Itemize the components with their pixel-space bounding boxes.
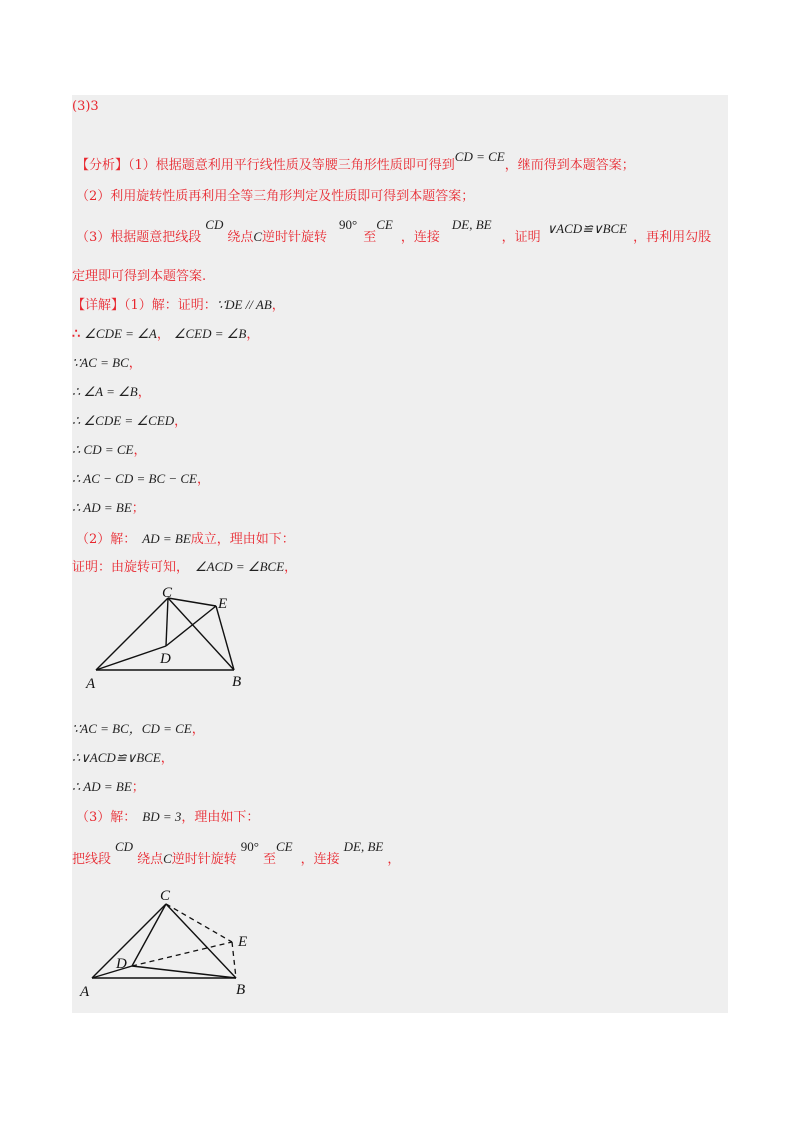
detail-line-3 — [72, 354, 142, 373]
detail-l3-math: ∵AC = BC — [72, 355, 129, 370]
detail-l6-math: ∴ CD = CE — [72, 442, 134, 457]
analysis-line-1 — [76, 149, 635, 175]
detail-l2-math-1: ∠CDE = ∠A — [84, 326, 157, 341]
fig1-label-b: B — [232, 674, 242, 690]
detail-p2-tail: 成立，理由如下： — [190, 532, 295, 547]
analysis-line-4 — [72, 268, 206, 286]
detail-r-text-c: 逆时针旋转 — [171, 852, 237, 867]
detail-line-q2 — [72, 749, 174, 768]
detail-r-text-e: ，连接 — [300, 852, 340, 867]
detail-part-2-proof — [72, 558, 297, 577]
detail-line-7 — [72, 470, 210, 489]
detail-p3-math: BD = 3 — [142, 809, 182, 824]
detail-p2-text: （2）解： — [76, 532, 137, 547]
detail-line-1 — [72, 296, 285, 315]
fig1-segment-de — [166, 606, 216, 646]
detail-line-6 — [72, 441, 146, 460]
detail-q1-comma: ， — [191, 722, 205, 737]
fig1-label-e: E — [218, 596, 228, 612]
detail-line-5 — [72, 412, 187, 431]
analysis-p3-text-d: 至 — [363, 230, 377, 245]
analysis-tag: 【分析】 — [76, 158, 129, 173]
fig1-segment-ad — [96, 646, 166, 670]
detail-r-text-b: 绕点 — [137, 852, 164, 867]
detail-l2-comma-1: ， — [156, 327, 170, 342]
detail-line-q1 — [72, 720, 205, 739]
detail-r-text-f: ， — [387, 852, 401, 867]
analysis-p3-ce: CE — [376, 217, 393, 232]
detail-l5-comma: ， — [174, 414, 188, 429]
detail-line-q3 — [72, 778, 145, 797]
analysis-p3-congruence: ∨ACD≌∨BCE — [546, 221, 628, 236]
fig2-segment-bc — [166, 904, 236, 978]
fig1-label-c: C — [162, 585, 173, 601]
detail-l3-comma: ， — [128, 356, 142, 371]
detail-l1-comma: ， — [271, 298, 285, 313]
detail-line-8 — [72, 499, 145, 518]
detail-line-4 — [72, 383, 151, 402]
answer-3-text: (3)3 — [72, 99, 99, 114]
detail-part-2-line — [76, 530, 295, 549]
detail-l2-math-2: ∠CED = ∠B — [173, 326, 247, 341]
detail-part-3-line — [76, 808, 259, 827]
analysis-p3-text-h: 定理即可得到本题答案. — [72, 269, 207, 284]
fig1-segment-cd — [166, 598, 168, 646]
detail-p3-text: （3）解： — [76, 810, 137, 825]
detail-p2-math: AD = BE — [142, 531, 191, 546]
analysis-p3-text-b: 绕点 — [227, 230, 254, 245]
analysis-p1-tail: ，继而得到本题答案； — [504, 158, 635, 173]
fig1-segment-ce — [168, 598, 216, 606]
detail-q1-math: ∵AC = BC，CD = CE — [72, 721, 192, 736]
detail-r-text-a: 把线段 — [72, 852, 112, 867]
detail-q2-math: ∴∨ACD≌∨BCE — [72, 750, 161, 765]
analysis-p3-cd: CD — [205, 217, 224, 232]
detail-part-3-rotation — [72, 839, 401, 869]
detail-q2-comma: ， — [160, 751, 174, 766]
detail-l4-comma: ， — [137, 385, 151, 400]
detail-r-ce: CE — [276, 839, 293, 854]
detail-p2-proof-math: ∠ACD = ∠BCE — [195, 559, 285, 574]
detail-tag: 【详解】 — [72, 298, 125, 313]
therefore-symbol: ∴ — [72, 327, 81, 342]
detail-l7-comma: ， — [197, 472, 211, 487]
detail-l1-math: ∵DE // AB — [216, 297, 272, 312]
fig1-label-a: A — [86, 676, 96, 692]
detail-p2-proof-comma: ， — [284, 560, 298, 575]
analysis-p1-math: CD = CE — [454, 149, 505, 164]
detail-r-debe: DE, BE — [343, 839, 384, 854]
answer-3-label — [72, 98, 99, 116]
detail-l2-comma-2: ， — [246, 327, 260, 342]
detail-line-2 — [72, 325, 259, 344]
detail-r-text-d: 至 — [262, 852, 276, 867]
analysis-p3-text-f: ，证明 — [501, 230, 541, 245]
detail-r-deg: 90° — [240, 839, 259, 854]
detail-l5-math: ∴ ∠CDE = ∠CED — [72, 413, 175, 428]
detail-q3-math: ∴ AD = BE — [72, 779, 132, 794]
fig2-segment-ce-dashed — [166, 904, 232, 942]
figure-1 — [82, 584, 262, 694]
detail-l1-text: （1）解：证明： — [124, 298, 217, 313]
detail-l8-math: ∴ AD = BE — [72, 500, 132, 515]
fig1-segment-ac — [96, 598, 168, 670]
fig2-segment-cd — [132, 904, 166, 966]
fig2-label-d: D — [116, 956, 127, 972]
fig2-segment-db — [132, 966, 236, 978]
detail-p2-proof-text: 证明：由旋转可知， — [72, 560, 190, 575]
detail-l4-math: ∴ ∠A = ∠B — [72, 384, 138, 399]
fig2-segment-de-dashed — [132, 942, 232, 966]
analysis-p2-text: （2）利用旋转性质再利用全等三角形判定及性质即可得到本题答案； — [76, 189, 475, 204]
analysis-p3-debe: DE, BE — [451, 217, 492, 232]
detail-l6-comma: ， — [133, 443, 147, 458]
analysis-p3-text-e: ，连接 — [400, 230, 440, 245]
fig2-label-b: B — [236, 982, 246, 998]
fig2-segment-eb-dashed — [232, 942, 236, 978]
analysis-line-2 — [76, 188, 474, 206]
detail-l7-math: ∴ AC − CD = BC − CE — [72, 471, 197, 486]
detail-p3-tail: ，理由如下： — [181, 810, 260, 825]
detail-r-c: C — [163, 851, 172, 866]
analysis-p3-deg: 90° — [339, 217, 358, 232]
analysis-p3-c: C — [253, 229, 263, 244]
detail-l8-semi: ； — [131, 501, 145, 516]
analysis-p3-text-c: 逆时针旋转 — [262, 230, 328, 245]
fig1-label-d: D — [160, 651, 171, 667]
fig2-label-c: C — [160, 888, 171, 904]
analysis-line-3 — [76, 217, 712, 247]
analysis-p1-text: （1）根据题意利用平行线性质及等腰三角形性质即可得到 — [128, 158, 455, 173]
fig2-label-a: A — [80, 984, 90, 1000]
fig2-label-e: E — [238, 934, 248, 950]
analysis-p3-text-g: ，再利用勾股 — [633, 230, 712, 245]
figure-2 — [76, 884, 276, 1004]
detail-q3-semi: ； — [131, 780, 145, 795]
analysis-p3-text-a: （3）根据题意把线段 — [76, 230, 202, 245]
detail-r-cd: CD — [115, 839, 134, 854]
